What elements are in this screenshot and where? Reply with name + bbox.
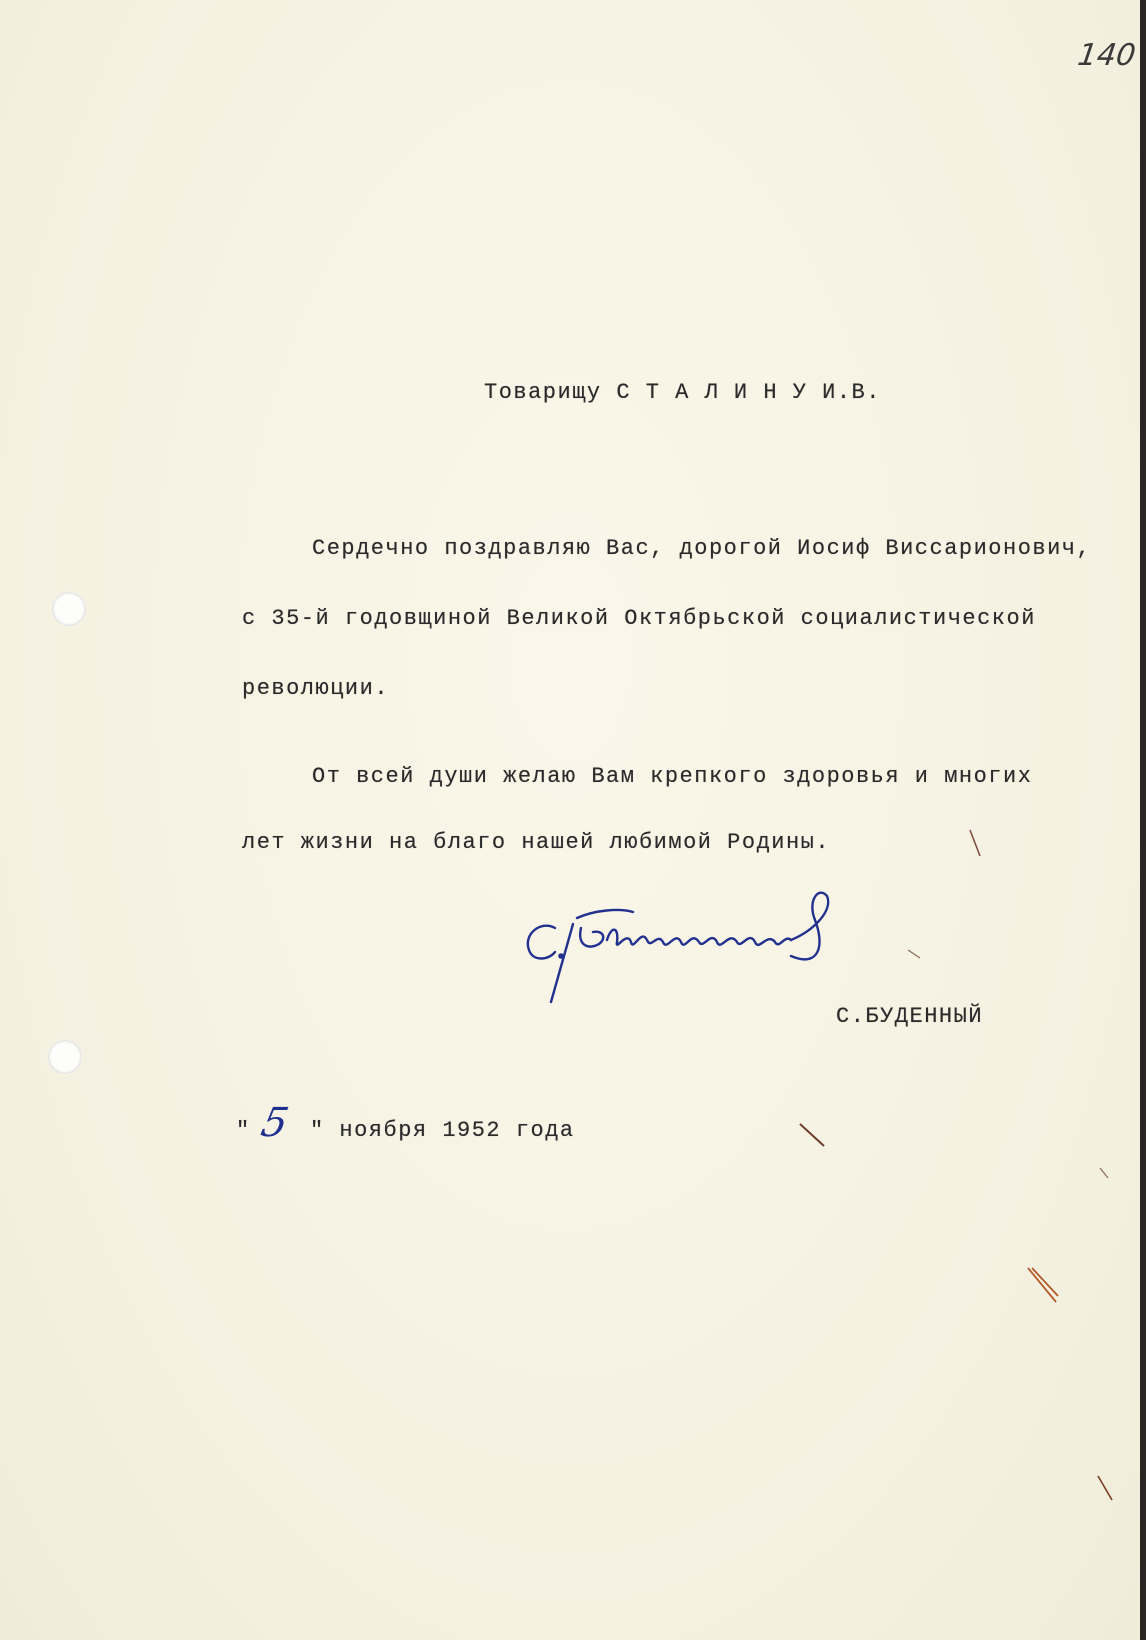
handwritten-signature	[515, 890, 875, 1010]
addressee: Товарищу С Т А Л И Н У И.В.	[484, 380, 881, 405]
stray-mark	[1096, 1474, 1116, 1504]
date-rest: " ноября 1952 года	[310, 1118, 575, 1143]
punch-hole-bottom	[48, 1040, 82, 1074]
page-number: 140	[1075, 38, 1138, 73]
punch-hole-top	[52, 592, 86, 626]
paragraph2-line1: От всей души желаю Вам крепкого здоровья и многих	[312, 764, 1033, 789]
stray-mark	[798, 1120, 828, 1150]
date-day-handwritten: 5	[257, 1100, 293, 1146]
date-open-quote: "	[236, 1118, 251, 1143]
paragraph2-line2: лет жизни на благо нашей любимой Родины.	[242, 830, 831, 855]
stray-mark	[1098, 1166, 1110, 1180]
stray-mark	[1026, 1266, 1060, 1306]
paragraph1-line2: с 35-й годовщиной Великой Октябрьской социалистической	[242, 606, 1036, 631]
stray-mark	[906, 948, 922, 960]
paragraph1-line3: революции.	[242, 676, 390, 701]
signer-name: С.БУДЕННЫЙ	[836, 1004, 984, 1029]
stray-mark	[968, 828, 982, 858]
scan-edge	[1140, 0, 1146, 1640]
paragraph1-line1: Сердечно поздравляю Вас, дорогой Иосиф Виссарионович,	[312, 536, 1092, 561]
